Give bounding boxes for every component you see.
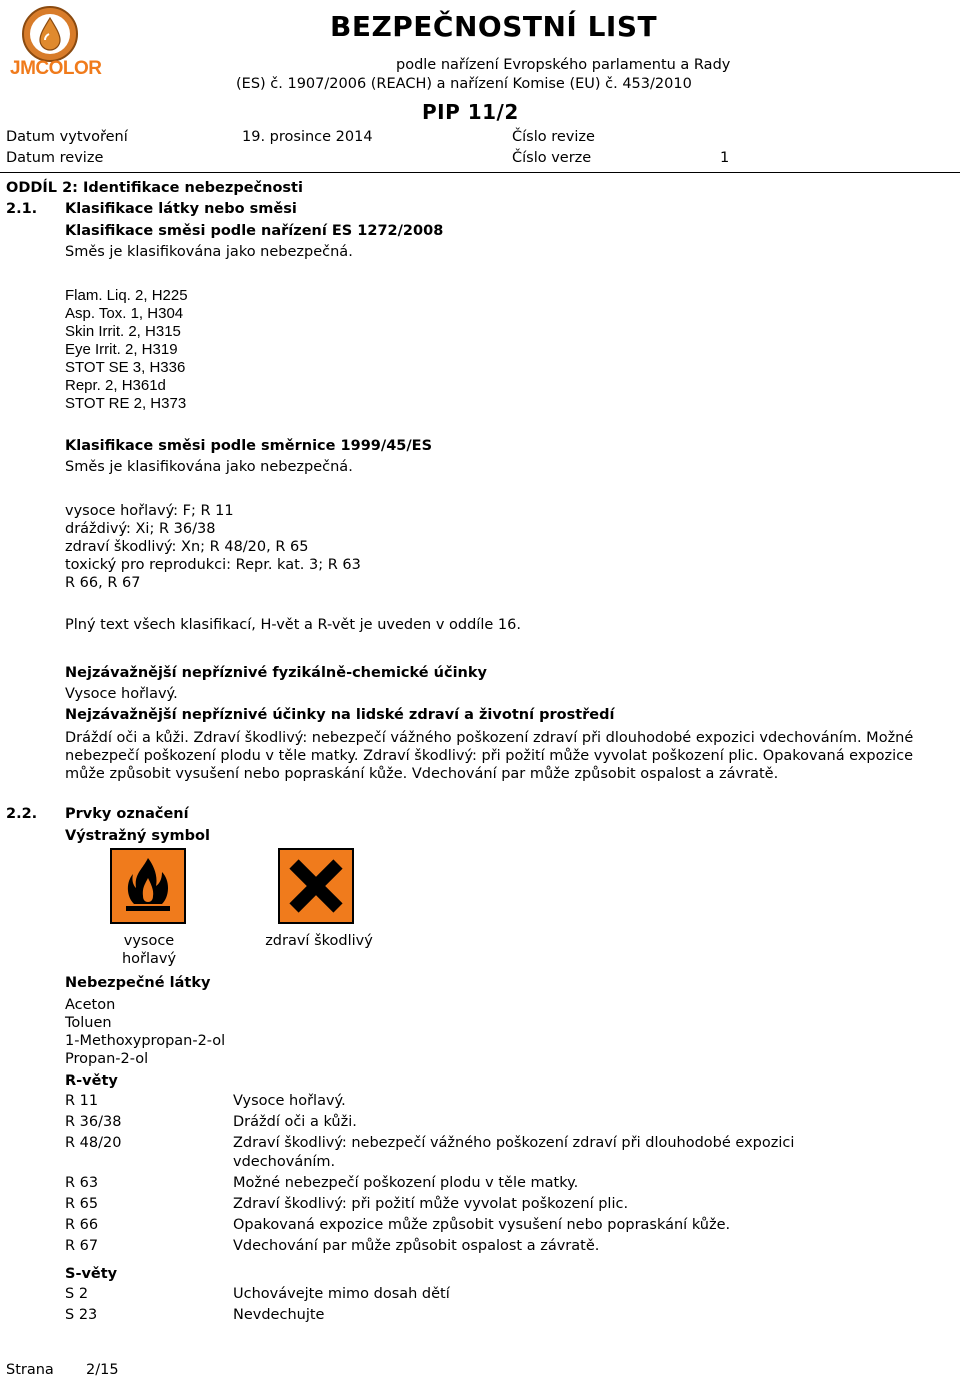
version-number-label: Číslo verze (512, 150, 592, 166)
r-phrase-text: Možné nebezpečí poškození plodu v těle matky. (233, 1175, 579, 1191)
company-logo (4, 4, 102, 86)
substance-item: 1-Methoxypropan-2-ol (65, 1033, 226, 1049)
r-phrase-code: R 48/20 (65, 1135, 122, 1151)
r-phrase-code: R 63 (65, 1175, 99, 1191)
dsd-heading: Klasifikace směsi podle směrnice 1999/45/ES (65, 438, 433, 454)
substance-list (65, 996, 225, 1068)
r-phrase-text: Dráždí oči a kůži. (233, 1114, 357, 1130)
health-text-line: Dráždí oči a kůži. Zdraví škodlivý: nebezpečí vážného poškození zdraví při dlouhodobé expozici vdechováním. Možné (65, 730, 914, 746)
clp-class-item: Repr. 2, H361d (65, 377, 166, 394)
clp-class-item: Skin Irrit. 2, H315 (65, 323, 181, 340)
clp-class-list (65, 287, 188, 413)
r-phrases-heading: R-věty (65, 1073, 118, 1089)
r-phrase-code: R 66 (65, 1217, 99, 1233)
flame-icon (110, 848, 186, 924)
substances-heading: Nebezpečné látky (65, 975, 211, 991)
dsd-class-item: zdraví škodlivý: Xn; R 48/20, R 65 (65, 539, 309, 555)
full-text-note: Plný text všech klasifikací, H-vět a R-vět je uveden v oddíle 16. (65, 617, 521, 633)
hazard-symbol-heading: Výstražný symbol (65, 828, 210, 844)
s-phrase-text: Nevdechujte (233, 1307, 325, 1323)
clp-class-item: Asp. Tox. 1, H304 (65, 305, 184, 322)
r-phrase-text: Zdraví škodlivý: nebezpečí vážného poškození zdraví při dlouhodobé expozici (233, 1135, 795, 1151)
clp-class-item: STOT SE 3, H336 (65, 359, 186, 376)
substance-item: Aceton (65, 997, 116, 1013)
product-name: PIP 11/2 (422, 100, 519, 124)
page-number: 2/15 (86, 1362, 119, 1378)
subsection-2-1-title: Klasifikace látky nebo směsi (65, 201, 297, 217)
subsection-2-1-number: 2.1. (6, 201, 38, 217)
r-phrase-code: R 36/38 (65, 1114, 122, 1130)
r-phrase-code: R 11 (65, 1093, 99, 1109)
header-divider (0, 172, 960, 173)
clp-heading: Klasifikace směsi podle nařízení ES 1272/2008 (65, 223, 444, 239)
dsd-statement: Směs je klasifikována jako nebezpečná. (65, 459, 353, 475)
dsd-class-list (65, 502, 361, 592)
revision-number-label: Číslo revize (512, 129, 595, 145)
flame-symbol-label: vysoce hořlavý (121, 933, 177, 967)
physchem-text: Vysoce hořlavý. (65, 686, 178, 702)
created-date-value: 19. prosince 2014 (242, 129, 373, 145)
r-phrase-text: Zdraví škodlivý: při požití může vyvolat poškození plic. (233, 1196, 629, 1212)
r-phrase-text: Opakovaná expozice může způsobit vysušení nebo popraskání kůže. (233, 1217, 731, 1233)
dsd-class-item: toxický pro reprodukci: Repr. kat. 3; R 63 (65, 557, 361, 573)
health-text (65, 729, 913, 783)
s-phrase-code: S 23 (65, 1307, 98, 1323)
health-text-line: může způsobit vysušení nebo popraskání kůže. Vdechování par může způsobit ospalost a závratě. (65, 766, 779, 782)
s-phrases-heading: S-věty (65, 1266, 118, 1282)
version-number-value: 1 (720, 150, 730, 166)
subsection-2-2-number: 2.2. (6, 806, 38, 822)
logo-text: JMCOLOR (10, 58, 102, 79)
dsd-class-item: vysoce hořlavý: F; R 11 (65, 503, 234, 519)
created-date-label: Datum vytvoření (6, 129, 128, 145)
substance-item: Toluen (65, 1015, 112, 1031)
health-heading: Nejzávažnější nepříznivé účinky na lidské zdraví a životní prostředí (65, 707, 615, 723)
physchem-heading: Nejzávažnější nepříznivé fyzikálně-chemické účinky (65, 665, 487, 681)
section-heading: ODDÍL 2: Identifikace nebezpečnosti (6, 180, 303, 196)
subsection-2-2-title: Prvky označení (65, 806, 189, 822)
r-phrase-text: Vdechování par může způsobit ospalost a závratě. (233, 1238, 600, 1254)
r-phrase-text-continued: vdechováním. (233, 1154, 336, 1170)
substance-item: Propan-2-ol (65, 1051, 149, 1067)
clp-class-item: Flam. Liq. 2, H225 (65, 287, 188, 304)
regulation-line-2: (ES) č. 1907/2006 (REACH) a nařízení Komise (EU) č. 453/2010 (236, 76, 692, 92)
s-phrase-text: Uchovávejte mimo dosah dětí (233, 1286, 450, 1302)
s-phrase-code: S 2 (65, 1286, 89, 1302)
r-phrase-code: R 67 (65, 1238, 99, 1254)
document-title: BEZPEČNOSTNÍ LIST (330, 10, 658, 43)
page-label: Strana (6, 1362, 54, 1378)
cross-icon (278, 848, 354, 924)
dsd-class-item: dráždivý: Xi; R 36/38 (65, 521, 216, 537)
revision-date-label: Datum revize (6, 150, 104, 166)
clp-class-item: Eye Irrit. 2, H319 (65, 341, 178, 358)
clp-class-item: STOT RE 2, H373 (65, 395, 187, 412)
r-phrase-text: Vysoce hořlavý. (233, 1093, 346, 1109)
dsd-class-item: R 66, R 67 (65, 575, 141, 591)
r-phrase-code: R 65 (65, 1196, 99, 1212)
clp-statement: Směs je klasifikována jako nebezpečná. (65, 244, 353, 260)
health-text-line: nebezpečí poškození plodu v těle matky. Zdraví škodlivý: při požití může vyvolat poškození plic. Opakovaná expozice (65, 748, 914, 764)
regulation-line-1: podle nařízení Evropského parlamentu a Rady (396, 57, 731, 73)
cross-symbol-label: zdraví škodlivý (265, 933, 373, 949)
